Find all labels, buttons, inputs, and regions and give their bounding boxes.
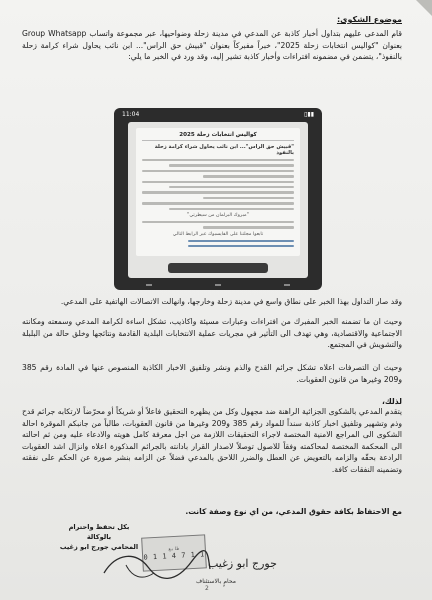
- post-text-line: [203, 197, 294, 199]
- lawyer-seal-signature: [96, 543, 277, 591]
- falsehood-paragraph: [22, 316, 402, 351]
- post-quote: "مبروك البرلمان من سيطرتي": [187, 212, 249, 218]
- offences-text: وحيث ان التصرفات اعلاه تشكل جرائم القدح والذم ونشر وتلفيق الاخبار الكاذبة المنصوص عنها في المادة رقم 385 و209 وغيرها من قانون العقوبات.: [22, 363, 402, 384]
- message-input-bar: [168, 263, 268, 273]
- post-text-line: [142, 159, 294, 161]
- lawyer-name: المحامي جورج ابو زغيب: [59, 543, 139, 551]
- post-text-line: [169, 164, 294, 166]
- on-behalf-text: بالوكالة: [86, 533, 112, 541]
- spread-paragraph: [22, 296, 402, 308]
- falsehood-text: وحيث ان ما تضمنه الخبر المفبرك من افتراءات وعبارات مسيئة واكاذيب، تشكل اساءة لكرامة المدعي وسمعته ومكانته الاجتماعية والاقتصادية، وهي تهدف الى التأثير في مجريات عملية الانتخابات البلدية القادمة ونتائجها وخلق حالة من البلبلة والتشويش في المجتمع.: [22, 317, 402, 350]
- post-text-line: [169, 186, 294, 188]
- seal-title: محامٍ بالاستئناف: [196, 578, 236, 585]
- post-text-line: [142, 202, 294, 204]
- post-text-line: [169, 208, 294, 210]
- phone-screenshot: [114, 108, 322, 290]
- section-heading: موضوع الشكوى:: [336, 15, 402, 24]
- menu-icon: [284, 284, 290, 286]
- phone-nav-bar: [114, 280, 322, 290]
- offences-paragraph: [22, 362, 402, 385]
- post-text-line: [203, 175, 294, 177]
- post-headline: "قبيش حق الراس"... ابن نائب يحاول شراء كرامة زحلة بالنفوذ: [154, 144, 294, 156]
- intro-paragraph: [22, 28, 402, 63]
- phone-time: 11:04: [122, 110, 140, 118]
- requests-label: لذلك،: [381, 397, 402, 406]
- phone-screen: [128, 122, 308, 278]
- reservation-paragraph: [22, 506, 402, 518]
- post-footer: تابعوا مجلتنا على الفايسبوك عبر الرابط التالي: [172, 231, 264, 237]
- seal-name: جورج ابو زغيب: [208, 557, 277, 570]
- stamp-code: 1 1 7 4 1 1 0: [143, 549, 205, 562]
- group-title: كواليس انتخابات زحلة 2025: [142, 132, 294, 141]
- post-text-line: [142, 181, 294, 183]
- page-corner-fold: [416, 0, 432, 16]
- battery-icon: ▮▮▯: [304, 110, 314, 118]
- post-link: [188, 245, 294, 247]
- phone-status-bar: [114, 108, 322, 120]
- requests-text: يتقدم المدعي بالشكوى الجزائية الراهنة ضد مجهول وكل من يظهره التحقيق فاعلاً أو شريكاً أو محرّضاً لارتكابه جرائم قدح وذم وتشهير وتلفيق اخبار كاذبة سنداً للمواد رقم 385 و209 وغيرها من قانون العقوبات، طالباً من جانبكم الموقرة احالة الشكوى الى المراجع الامنية المختصة لاجراء التحقيقات اللازمة من اجل معرفة كامل هويته والادعاء عليه ومن ثم احالته الى المحكمة المختصة لمحاكمته وفقاً للاصول توصلاً لاصدار القرار بادانته بالجرائم المذكورة اعلاه وانزال اشد العقوبات الرادعة بحقّه والزامه بالتعويض عن العطل والضرر اللاحق بالمدعي فضلاً عن الزامه بنشر صورة عن الحكم على نفقته وتضمينه النفقات كافة.: [22, 407, 402, 474]
- post-link: [188, 240, 294, 242]
- post-text-line: [142, 191, 294, 193]
- post-text-line: [142, 170, 294, 172]
- post-text-line: [142, 221, 294, 223]
- spread-text: وقد صار التداول بهذا الخبر على نطاق واسع في مدينة زحلة وخارجها، وانهالت الاتصالات الهاتفية على المدعي.: [60, 297, 402, 306]
- page-number: 2: [205, 585, 209, 592]
- home-icon: [215, 284, 221, 286]
- back-icon: [146, 284, 152, 286]
- post-text-line: [203, 226, 294, 228]
- stamp-label: طابع: [168, 546, 180, 552]
- requests-paragraph: [22, 406, 402, 476]
- whatsapp-post: [136, 128, 300, 256]
- closing-text: بكل تحفظ واحترام: [68, 523, 130, 531]
- intro-text: قام المدعى عليهم بتداول أخبار كاذبة عن المدعي في مدينة زحلة وضواحيها، عبر مجموعة واتساب Group Whatsapp بعنوان "كواليس انتخابات زحلة 2025"، خبراً مفبركاً بعنوان "قبيش حق الراس"... ابن نائب يحاول شراء كرامة زحلة بالنفوذ"، يتضمن في مضمونه افتراءات وأخبار كاذبة تشير إليه، وقد ورد في الخبر ما يلي:: [22, 29, 402, 62]
- reservation-text: مع الاحتفاظ بكافة حقوق المدعي، من اي نوع وصفة كانت.: [185, 507, 402, 516]
